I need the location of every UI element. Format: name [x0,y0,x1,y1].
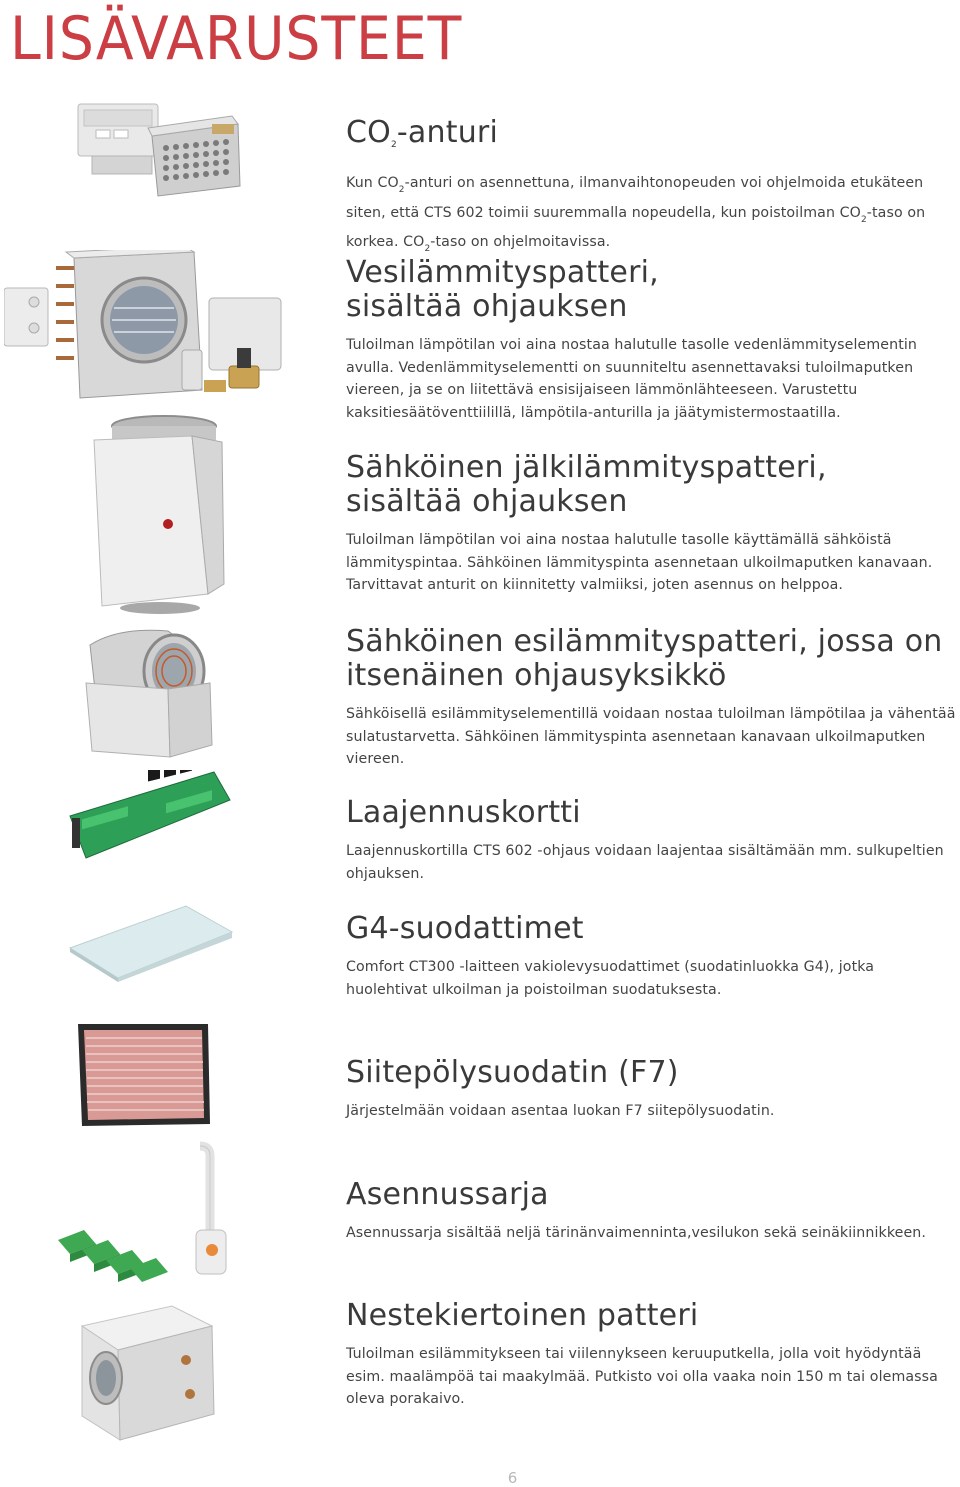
section-expansion-card [346,796,958,885]
electric-afterheater-image [82,414,242,614]
co2-text-part-2: -anturi on asennettuna, ilmanvaihtonopeuden voi ohjelmoida etukäteen siten, että CTS 602 toimii suuremmalla nopeudella, kun poistoilman CO [346,175,924,221]
f7-filter-text: Järjestelmään voidaan asentaa luokan F7 siitepölysuodatin. [346,1103,775,1119]
co2-text-subscript-2: 2 [860,214,867,225]
co2-text-part-1: Kun CO [346,175,399,191]
heading-line-2: sisältää ohjauksen [346,484,628,519]
expansion-card-heading: Laajennuskortti [346,795,581,830]
section-f7-filter [346,1056,958,1123]
installation-kit-heading: Asennussarja [346,1177,549,1212]
co2-text-part-4: -taso on ohjelmoitavissa. [430,234,611,250]
section-water-heater [346,256,958,424]
section-installation-kit [346,1178,958,1245]
heading-line-2: sisältää ohjauksen [346,289,628,324]
f7-filter-image [76,1020,216,1130]
co2-heading-rest: -anturi [396,115,498,150]
water-heater-heading [346,256,958,324]
co2-heading-co: CO [346,115,391,150]
water-heater-image [4,250,304,415]
f7-filter-heading: Siitepölysuodatin (F7) [346,1055,679,1090]
page-title-text: LISÄVARUSTEET [10,4,463,74]
heading-line-2: itsenäinen ohjausyksikkö [346,658,727,693]
expansion-card-image [66,770,232,865]
installation-kit-text: Asennussarja sisältää neljä tärinänvaimenninta,vesilukon sekä seinäkiinnikkeen. [346,1225,926,1241]
page-number: 6 [507,1469,518,1487]
page-title [10,4,502,74]
section-g4-filters [346,912,958,1001]
co2-sensor-heading [346,116,958,162]
installation-kit-image [56,1140,246,1285]
water-heater-text: Tuloilman lämpötilan voi aina nostaa halutulle tasolle vedenlämmityselementin avulla. Vedenlämmityselementti on suunniteltu asennettavaksi tuloilmaputken viereen, ja se on liitettävä ensisijaiseen lämmönlähteeseen. Varustettu kaksitiesäätöventtiilillä, lämpötila-anturilla ja jäätymistermostaatilla. [346,337,917,421]
liquid-coil-text: Tuloilman esilämmitykseen tai viilennykseen keruuputkella, jolla voit hyödyntää esim. maalämpöä tai maakylmää. Putkisto voi olla vaaka noin 150 m tai olemassa oleva porakaivo. [346,1346,938,1407]
electric-afterheater-heading [346,451,958,519]
heading-line-1: Vesilämmityspatteri, [346,255,659,290]
co2-text-part-3: -taso on korkea. CO [346,204,926,250]
section-electric-afterheater [346,451,958,597]
section-liquid-coil [346,1299,958,1411]
heading-line-1: Sähköinen esilämmityspatteri, jossa on [346,624,943,659]
g4-filters-heading: G4-suodattimet [346,911,584,946]
section-electric-preheater [346,625,958,771]
g4-filters-text: Comfort CT300 -laitteen vakiolevysuodattimet (suodatinluokka G4), jotka huolehtivat ulkoilman ja poistoilman suodatuksesta. [346,959,875,998]
g4-filter-image [66,902,238,982]
electric-afterheater-text: Tuloilman lämpötilan voi aina nostaa halutulle tasolle käyttämällä sähköistä lämmityspintaa. Sähköinen lämmityspinta asennetaan ulkoilmaputken kanavaan. Tarvittavat anturit on kiinnitetty valmiiksi, joten asennus on helppoa. [346,532,933,593]
expansion-card-text: Laajennuskortilla CTS 602 -ohjaus voidaan laajentaa sisältämään mm. sulkupeltien ohjauksen. [346,843,944,882]
co2-sensor-image [62,96,252,206]
liquid-coil-image [72,1298,222,1448]
electric-preheater-text: Sähköisellä esilämmityselementillä voidaan nostaa tuloilman lämpötilaa ja vähentää sulatustarvetta. Sähköinen lämmityspinta asennetaan kanavaan ulkoilmaputken viereen. [346,706,956,767]
co2-heading-subscript: 2 [390,140,397,150]
electric-preheater-heading [346,625,958,693]
heading-line-1: Sähköinen jälkilämmityspatteri, [346,450,827,485]
co2-text-subscript-1: 2 [398,185,405,195]
section-co2-sensor [346,116,958,261]
co2-text-subscript-3: 2 [424,244,431,254]
electric-preheater-image [78,625,228,765]
co2-sensor-text [346,172,958,261]
liquid-coil-heading: Nestekiertoinen patteri [346,1298,699,1333]
